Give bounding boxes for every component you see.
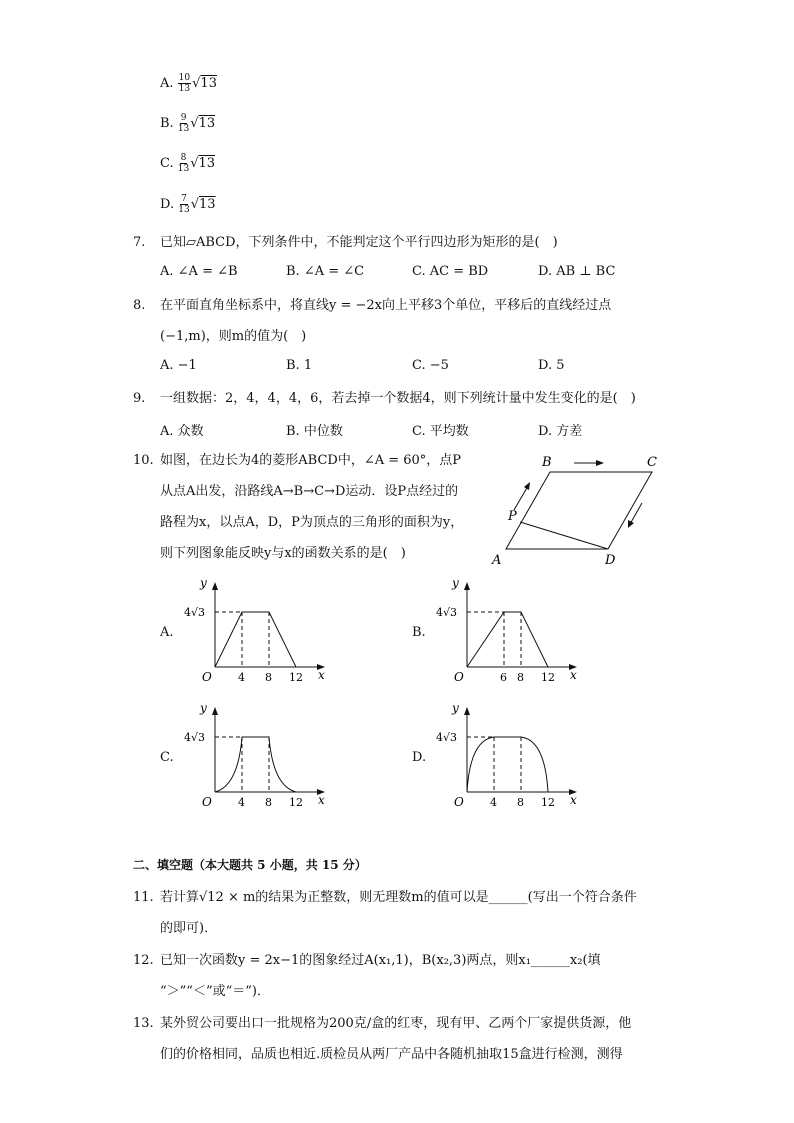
ymax-label: 4√3: [436, 606, 458, 619]
fraction: $\frac{10}{13}$: [178, 73, 191, 94]
rhombus-outline: [506, 472, 652, 549]
q8-stem-line1: 在平面直角坐标系中，将直线y = −2x向上平移3个单位，平移后的直线经过点: [160, 298, 612, 313]
tick-label: 8: [265, 671, 272, 684]
q10-line2: 从点A出发，沿路线A→B→C→D运动．设P点经过的: [160, 484, 459, 499]
graph-d-letter: D.: [412, 750, 427, 765]
function-curve: [467, 737, 548, 792]
label-c: C: [647, 455, 657, 470]
q8-option-d: D. 5: [538, 358, 565, 373]
tick-label: 6: [500, 671, 507, 684]
q13-line1: 某外贸公司要出口一批规格为200克/盒的红枣，现有甲、乙两个厂家提供货源，他: [160, 1016, 632, 1031]
label-p: P: [508, 509, 517, 524]
y-axis-arrow: [464, 707, 470, 715]
x-label: x: [570, 793, 577, 807]
q10-number: 10.: [133, 453, 154, 468]
label-a: A: [492, 553, 502, 568]
q12-number: 12.: [133, 953, 154, 968]
q8-option-c: C. −5: [412, 358, 449, 373]
q7-option-c: C. AC = BD: [412, 264, 489, 279]
y-label: y: [452, 701, 459, 715]
q9-stem: 一组数据：2，4，4，4，6，若去掉一个数据4，则下列统计量中发生变化的是( ): [160, 391, 636, 406]
ymax-label: 4√3: [436, 731, 458, 744]
origin-label: O: [202, 795, 212, 809]
fraction: $\frac{7}{13}$: [178, 194, 190, 215]
tick-label: 8: [517, 796, 524, 809]
q9-option-d: D. 方差: [538, 424, 583, 439]
tick-label: 12: [541, 671, 555, 684]
q8-option-a: A. −1: [160, 358, 197, 373]
q6-option-b: B. $\frac{9}{13}$ √13: [160, 113, 216, 134]
y-label: y: [200, 701, 207, 715]
graph-b-letter: B.: [412, 625, 426, 640]
arrow-ab: [514, 486, 528, 510]
q13-line2: 们的价格相同，品质也相近.质检员从两厂产品中各随机抽取15盒进行检测，测得: [160, 1047, 623, 1062]
q7-option-d: D. AB ⊥ BC: [538, 264, 616, 279]
arrowhead-cd: [628, 520, 634, 528]
q11-number: 11.: [133, 890, 154, 905]
q13-number: 13.: [133, 1016, 154, 1031]
q11-line1: 若计算√12 × m的结果为正整数，则无理数m的值可以是______(写出一个符合条件: [160, 890, 637, 905]
q6-option-d: D. $\frac{7}{13}$ √13: [160, 194, 216, 215]
tick-label: 12: [289, 796, 303, 809]
q10-line1: 如图，在边长为4的菱形ABCD中，∠A = 60°，点P: [160, 453, 462, 468]
tick-label: 4: [490, 796, 497, 809]
label-b: B: [542, 455, 552, 470]
section-title: 二、填空题（本大题共 5 小题，共 15 分）: [133, 858, 367, 872]
y-axis-arrow: [464, 582, 470, 590]
tick-label: 8: [517, 671, 524, 684]
tick-label: 12: [541, 796, 555, 809]
origin-label: O: [454, 670, 464, 684]
q7-stem: 已知▱ABCD，下列条件中，不能判定这个平行四边形为矩形的是( ): [160, 235, 558, 250]
q7-option-b: B. ∠A = ∠C: [286, 264, 365, 279]
q7-option-a: A. ∠A = ∠B: [160, 264, 238, 279]
q8-stem-line2: (−1,m)，则m的值为( ): [160, 329, 307, 344]
fraction: $\frac{9}{13}$: [177, 113, 190, 134]
arrowhead-bc: [596, 460, 604, 466]
tick-label: 8: [265, 796, 272, 809]
q7-number: 7.: [133, 235, 146, 250]
x-label: x: [318, 793, 325, 807]
arrow-cd: [630, 503, 642, 524]
function-curve: [215, 612, 296, 667]
tick-label: 4: [238, 671, 245, 684]
q9-option-a: A. 众数: [160, 424, 204, 439]
graph-d: [432, 700, 592, 810]
q8-number: 8.: [133, 298, 146, 313]
q12-line2: “＞”“＜”或“＝”)．: [160, 984, 270, 999]
x-label: x: [570, 668, 577, 682]
function-curve: [467, 612, 548, 667]
q9-number: 9.: [133, 391, 146, 406]
ymax-label: 4√3: [184, 606, 206, 619]
q6-option-c: C. $\frac{8}{13}$ √13: [160, 153, 216, 174]
q10-line4: 则下列图象能反映y与x的函数关系的是( ): [160, 546, 406, 561]
q11-line2: 的即可)．: [160, 921, 218, 936]
graph-b: [432, 575, 592, 685]
q9-option-c: C. 平均数: [412, 424, 469, 439]
label-d: D: [605, 553, 616, 568]
graph-a-letter: A.: [160, 625, 174, 640]
q6-option-a: A. $\frac{10}{13}$ √13: [160, 73, 217, 94]
rhombus-figure: [490, 450, 670, 570]
segment-pd: [520, 522, 608, 549]
y-axis-arrow: [212, 707, 218, 715]
tick-label: 12: [289, 671, 303, 684]
origin-label: O: [454, 795, 464, 809]
x-label: x: [318, 668, 325, 682]
y-axis-arrow: [212, 582, 218, 590]
arrowhead-ab: [524, 482, 530, 490]
origin-label: O: [202, 670, 212, 684]
fraction: $\frac{8}{13}$: [177, 153, 190, 174]
q12-line1: 已知一次函数y = 2x−1的图象经过A(x₁,1)，B(x₂,3)两点，则x₁______x₂(填: [160, 953, 601, 968]
ymax-label: 4√3: [184, 731, 206, 744]
q8-option-b: B. 1: [286, 358, 313, 373]
tick-label: 4: [238, 796, 245, 809]
function-curve: [215, 737, 296, 792]
graph-c-letter: C.: [160, 750, 174, 765]
q10-line3: 路程为x，以点A，D，P为顶点的三角形的面积为y，: [160, 515, 464, 530]
graph-a: [180, 575, 340, 685]
q9-option-b: B. 中位数: [286, 424, 343, 439]
graph-c: [180, 700, 340, 810]
y-label: y: [200, 576, 207, 590]
y-label: y: [452, 576, 459, 590]
